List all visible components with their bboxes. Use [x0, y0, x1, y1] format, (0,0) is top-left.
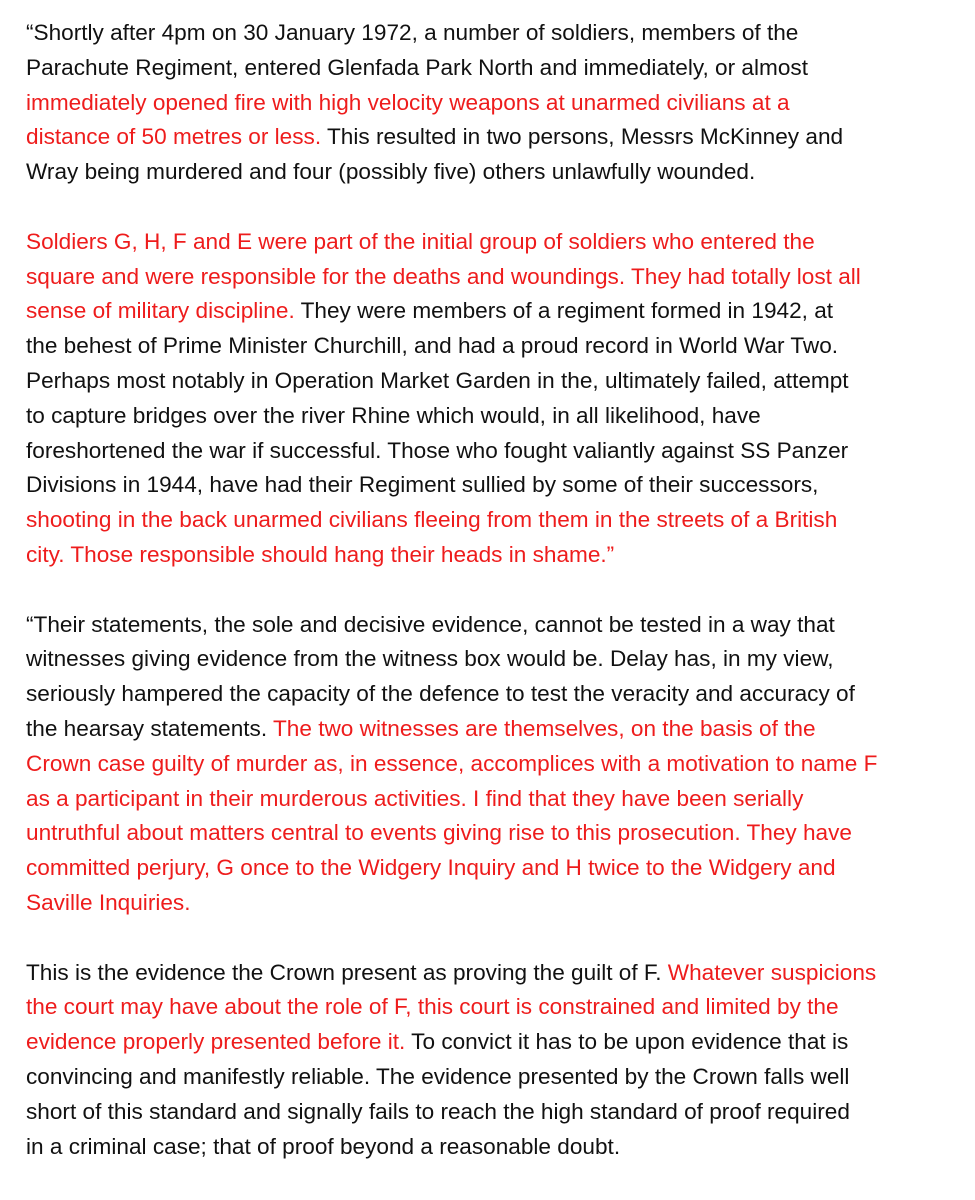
highlighted-text-segment: The two witnesses are themselves, on the basis of the Crown case guilty of murder as, in essence, accomplices with a motivation to name F as a participant in their murderous activities. I find that they have been serially untruthful about matters central to events giving rise to this prosecution. They have committed perjury, G once to the Widgery Inquiry and H twice to the Widgery and Saville Inquiries. — [26, 715, 878, 915]
highlighted-text-segment: immediately opened fire with high velocity weapons at unarmed civilians at a distance of 50 metres or less. — [26, 89, 790, 150]
highlighted-text-segment: Whatever suspicions the court may have about the role of F, this court is constrained and limited by the evidence properly presented before it. — [26, 959, 877, 1055]
text-segment: This resulted in two persons, Messrs McKinney and Wray being murdered and four (possibly five) others unlawfully wounded. — [26, 124, 844, 185]
text-segment: “Shortly after 4pm on 30 January 1972, a number of soldiers, members of the Parachute Regiment, entered Glenfada Park North and immediately, or almost — [26, 20, 808, 80]
highlighted-text-segment: shooting in the back unarmed civilians fleeing from them in the streets of a British city. Those responsible should hang their heads in shame.” — [26, 507, 838, 567]
paragraph-3 — [26, 608, 961, 921]
paragraph-4 — [26, 956, 961, 1165]
text-segment: To convict it has to be upon evidence that is convincing and manifestly reliable. The evidence presented by the Crown falls well short of this standard and signally fails to reach the high standard of proof required in a criminal case; that of proof beyond a reasonable doubt. — [26, 1029, 850, 1159]
document-body — [26, 16, 961, 1164]
paragraph-1 — [26, 16, 961, 190]
highlighted-text-segment: Soldiers G, H, F and E were part of the initial group of soldiers who entered the square and were responsible for the deaths and woundings. They had totally lost all sense of military discipline. — [26, 228, 861, 324]
text-segment: This is the evidence the Crown present as proving the guilt of F. — [26, 959, 668, 985]
text-segment: “Their statements, the sole and decisive evidence, cannot be tested in a way that witnesses giving evidence from the witness box would be. Delay has, in my view, seriously hampered the capacity of the defence to test the veracity and accuracy of the hearsay statements. — [26, 611, 855, 741]
text-segment: They were members of a regiment formed in 1942, at the behest of Prime Minister Churchill, and had a proud record in World War Two. Perhaps most notably in Operation Market Garden in the, ultimately failed, attempt to capture bridges over the river Rhine which would, in all likelihood, have foreshortened the war if successful. Those who fought valiantly against SS Panzer Divisions in 1944, have had their Regiment sullied by some of their successors, — [26, 298, 849, 498]
paragraph-2 — [26, 225, 961, 573]
